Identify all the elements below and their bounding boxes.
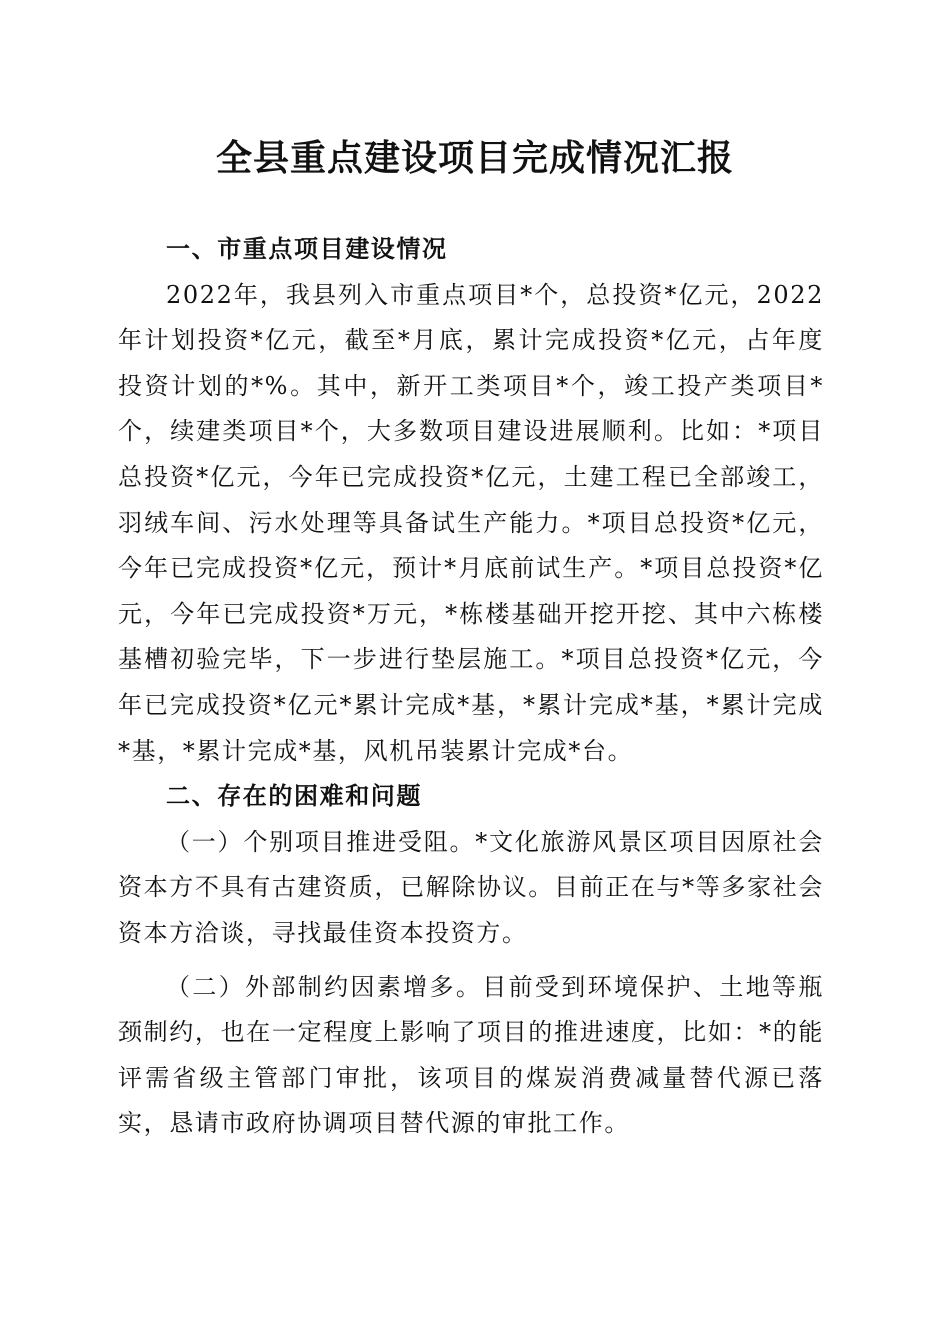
section-1-paragraph: 2022年，我县列入市重点项目*个，总投资*亿元，2022年计划投资*亿元，截至*月底，累计完成投资*亿元，占年度投资计划的*%。其中，新开工类项目*个，竣工投产类项目*个，续建类项目*个，大多数项目建设进展顺利。比如：*项目总投资*亿元，今年已完成投资*亿元，土建工程已全部竣工，羽绒车间、污水处理等具备试生产能力。*项目总投资*亿元，今年已完成投资*亿元，预计*月底前试生产。*项目总投资*亿元，今年已完成投资*万元，*栋楼基础开挖开挖、其中六栋楼基槽初验完毕，下一步进行垫层施工。*项目总投资*亿元，今年已完成投资*亿元*累计完成*基，*累计完成*基，*累计完成*基，*累计完成*基，风机吊装累计完成*台。	[118, 280, 824, 765]
section-heading-2: 二、存在的困难和问题	[166, 782, 422, 811]
section-heading-1: 一、市重点项目建设情况	[166, 235, 448, 263]
document-title: 全县重点建设项目完成情况汇报	[215, 137, 734, 179]
problem-item-2: （二）外部制约因素增多。目前受到环境保护、土地等瓶颈制约，也在一定程度上影响了项目的推进速度，比如：*的能评需省级主管部门审批，该项目的煤炭消费减量替代源已落实，恳请市政府协调项目替代源的审批工作。	[118, 972, 824, 1138]
document-body	[118, 227, 824, 1147]
problem-item-1: （一）个别项目推进受阻。*文化旅游风景区项目因原社会资本方不具有古建资质，已解除协议。目前正在与*等多家社会资本方洽谈，寻找最佳资本投资方。	[118, 827, 824, 947]
